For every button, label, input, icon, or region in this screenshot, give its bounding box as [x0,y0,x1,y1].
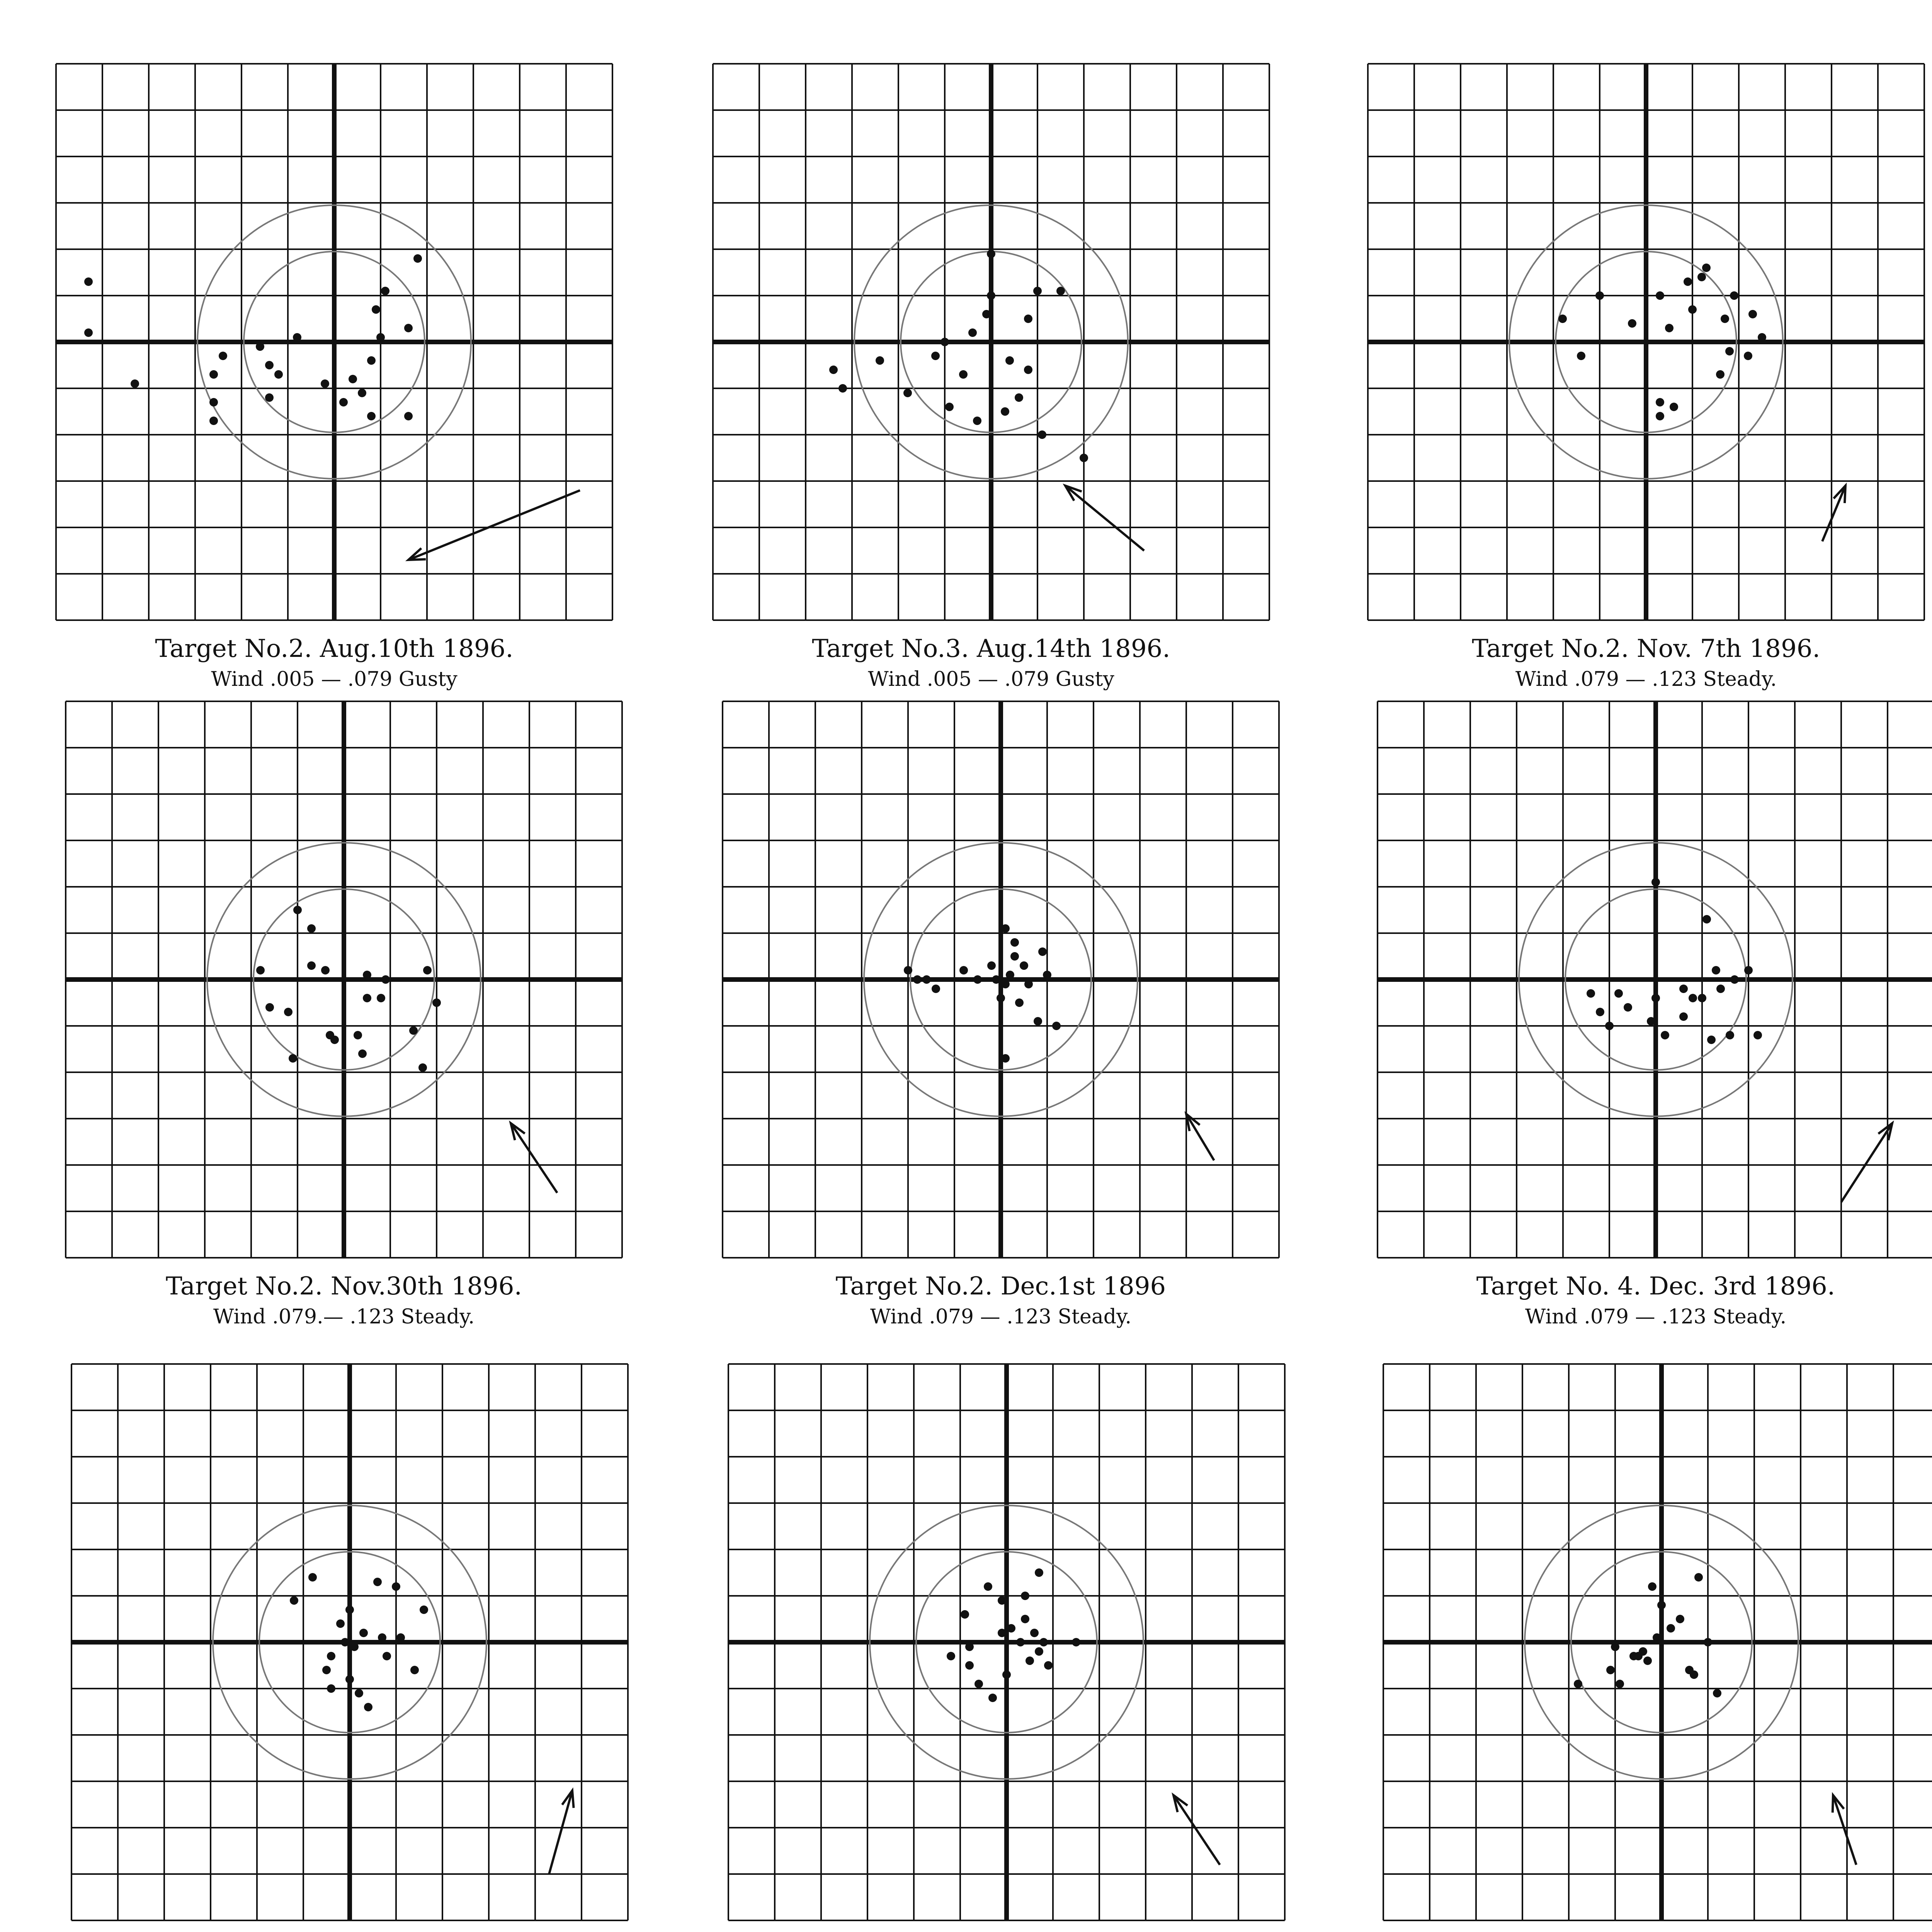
shot-mark [350,1643,359,1651]
shot-mark [367,356,376,365]
shot-mark [1002,1670,1011,1679]
shot-mark [1044,1661,1053,1670]
target-caption: Target No.3. Aug.14th 1896. [812,634,1170,663]
shot-mark [1030,1629,1039,1637]
shot-mark [345,1675,354,1684]
shot-mark [293,906,302,914]
shot-mark [904,966,912,975]
shot-mark [982,310,991,318]
shot-mark [219,352,227,360]
shot-mark [383,1652,391,1660]
shot-mark [1007,1624,1015,1633]
shot-mark [1684,277,1692,286]
shot-mark [973,975,982,984]
shot-mark [987,961,996,970]
shot-mark [1034,1017,1042,1026]
shot-mark [1006,971,1014,979]
shot-mark [1611,1643,1619,1651]
shot-mark [1616,1680,1624,1688]
shot-mark [1679,1012,1688,1021]
shot-mark [381,287,389,295]
shot-mark [377,994,385,1002]
shot-mark [409,1026,418,1035]
shot-mark [1713,1689,1721,1697]
shot-mark [1688,305,1697,314]
shot-mark [1024,315,1032,323]
shot-mark [987,291,995,300]
shot-mark [418,1063,427,1072]
wind-caption: Wind .079.— .123 Steady. [213,1305,475,1328]
wind-caption: Wind .079 — .123 Steady. [1525,1305,1787,1328]
shot-mark [992,975,1000,984]
shot-mark [922,975,931,984]
target-caption: Target No.2. Dec.1st 1896 [835,1272,1166,1301]
shot-mark [1574,1680,1582,1688]
shot-mark [265,393,274,402]
shot-mark [1667,1624,1675,1633]
shot-mark [1001,407,1009,416]
shot-mark [997,994,1005,1002]
shot-mark [1080,454,1088,462]
shot-mark [1026,1656,1034,1665]
shot-mark [1010,938,1019,947]
shot-mark [1725,347,1734,355]
shot-mark [1001,980,1010,988]
wind-caption: Wind .079 — .123 Steady. [870,1305,1132,1328]
shot-mark [256,966,265,975]
shot-mark [373,1578,382,1586]
shot-mark [998,1596,1006,1605]
shot-mark [265,1003,274,1012]
shot-mark [410,1666,419,1674]
shot-mark [965,1661,974,1670]
shot-mark [1704,1638,1712,1646]
shot-mark [1606,1666,1615,1674]
shot-mark [432,998,441,1007]
shot-mark [838,384,847,393]
shot-mark [256,342,264,351]
shot-mark [1697,273,1706,281]
shot-mark [1595,291,1604,300]
shot-mark [359,1629,368,1637]
shot-mark [1039,1638,1048,1646]
shot-mark [363,994,371,1002]
shot-mark [1661,1031,1669,1039]
shot-mark [404,412,413,420]
shot-mark [1653,1633,1661,1642]
shot-mark [959,370,968,379]
shot-mark [1015,998,1024,1007]
shot-mark [1744,966,1753,975]
shot-mark [1726,1031,1734,1039]
shot-mark [1670,403,1678,411]
wind-caption: Wind .079 — .123 Steady. [1515,668,1777,691]
shot-mark [396,1633,405,1642]
target-caption: Target No.2. Nov. 7th 1896. [1472,634,1820,663]
shot-mark [364,1703,372,1711]
shot-mark [367,412,376,420]
shot-mark [1035,1568,1043,1577]
shot-mark [1021,1615,1029,1623]
shot-mark [1038,430,1046,439]
shot-mark [1702,264,1711,272]
shot-mark [931,352,940,360]
shot-mark [1744,352,1752,360]
shot-mark [1033,287,1042,295]
shot-mark [1730,975,1739,984]
shot-mark [1648,1582,1656,1591]
shot-mark [1005,356,1014,365]
target-caption: Target No. 4. Dec. 3rd 1896. [1476,1272,1835,1301]
shot-mark [354,1031,362,1039]
shot-mark [1001,1054,1010,1063]
shot-mark [307,961,316,970]
shot-mark [1010,952,1019,961]
shot-mark [1716,370,1725,379]
wind-caption: Wind .005 — .079 Gusty [211,668,457,691]
shot-mark [1587,989,1595,998]
shot-mark [327,1652,335,1660]
shot-mark [341,1638,349,1646]
shot-mark [84,277,93,286]
shot-mark [988,1694,997,1702]
shot-mark [947,1652,955,1660]
shot-mark [1001,924,1010,933]
shot-mark [1656,291,1664,300]
shot-mark [1024,366,1032,374]
shot-mark [1748,310,1757,318]
shot-mark [330,1036,339,1044]
shot-mark [293,333,301,342]
shot-mark [1665,324,1673,332]
shot-mark [1035,1647,1043,1656]
shot-mark [413,254,422,263]
shot-mark [339,398,348,406]
shot-mark [1021,1592,1029,1600]
shot-mark [1052,1022,1061,1030]
shot-mark [131,379,139,388]
target-caption: Target No.2. Nov.30th 1896. [166,1272,522,1301]
shot-mark [1716,985,1725,993]
shot-mark [940,338,949,346]
shot-mark [1038,947,1047,956]
shot-mark [209,398,218,406]
shot-mark [327,1684,335,1693]
shot-mark [1643,1656,1652,1665]
shot-mark [1721,315,1729,323]
shot-mark [209,370,218,379]
shot-mark [987,250,995,258]
shot-mark [945,403,954,411]
shot-mark [1753,1031,1762,1039]
shot-mark [1605,1022,1614,1030]
shot-mark [392,1582,400,1591]
shot-mark [265,361,274,369]
shot-mark [932,985,940,993]
shot-mark [1016,1638,1025,1646]
shot-mark [358,389,366,397]
shot-mark [1657,1601,1666,1609]
shot-mark [1698,994,1706,1002]
shot-mark [903,389,912,397]
shot-mark [336,1619,345,1628]
shot-mark [913,975,922,984]
shot-mark [965,1643,974,1651]
shot-mark [959,966,968,975]
shot-mark [274,370,283,379]
shot-mark [372,305,380,314]
shot-mark [1043,971,1051,979]
shot-mark [321,966,330,975]
shot-mark [345,1605,354,1614]
shot-mark [1694,1573,1703,1582]
shot-mark [998,1629,1006,1637]
wind-caption: Wind .005 — .079 Gusty [868,668,1114,691]
shot-mark [1558,315,1567,323]
shot-mark [423,966,432,975]
shot-mark [1020,961,1028,970]
shot-mark [1628,319,1636,328]
shot-mark [284,1008,293,1016]
shot-mark [1614,989,1623,998]
shot-mark [1689,994,1697,1002]
shot-mark [321,379,329,388]
shot-mark [1656,398,1664,406]
shot-mark [376,333,385,342]
shot-mark [307,924,316,933]
shot-mark [1596,1008,1604,1016]
shot-mark [289,1054,297,1063]
shot-mark [363,971,371,979]
shot-mark [1712,966,1720,975]
shot-mark [876,356,884,365]
shot-mark [1647,1017,1655,1026]
shot-mark [420,1605,428,1614]
shot-mark [378,1633,386,1642]
shot-mark [1634,1652,1643,1660]
shot-mark [1651,878,1660,886]
shot-mark [1676,1615,1684,1623]
shot-mark [829,366,838,374]
shot-mark [1624,1003,1632,1012]
shot-mark [308,1573,317,1582]
shot-mark [84,328,93,337]
shot-mark [1730,291,1738,300]
shot-mark [1690,1670,1698,1679]
shot-mark [358,1049,367,1058]
shot-mark [1015,393,1023,402]
shot-mark [975,1680,983,1688]
shot-mark [404,324,413,332]
shot-mark [381,975,390,984]
shot-mark [1679,985,1688,993]
shot-mark [1758,333,1766,342]
shot-mark [984,1582,992,1591]
shot-mark [1707,1036,1716,1044]
shot-mark [1072,1638,1080,1646]
shot-mark [349,375,357,383]
shot-mark [355,1689,363,1697]
shot-mark [973,417,981,425]
shot-mark [290,1596,298,1605]
shot-mark [1656,412,1664,420]
shot-mark [1024,980,1033,988]
shot-mark [1577,352,1585,360]
shot-mark [968,328,977,337]
shot-mark [961,1610,969,1619]
shot-mark [322,1666,331,1674]
shot-mark [1651,994,1660,1002]
target-caption: Target No.2. Aug.10th 1896. [155,634,514,663]
shot-mark [209,417,218,425]
shot-mark [1702,915,1711,923]
shot-mark [1056,287,1065,295]
